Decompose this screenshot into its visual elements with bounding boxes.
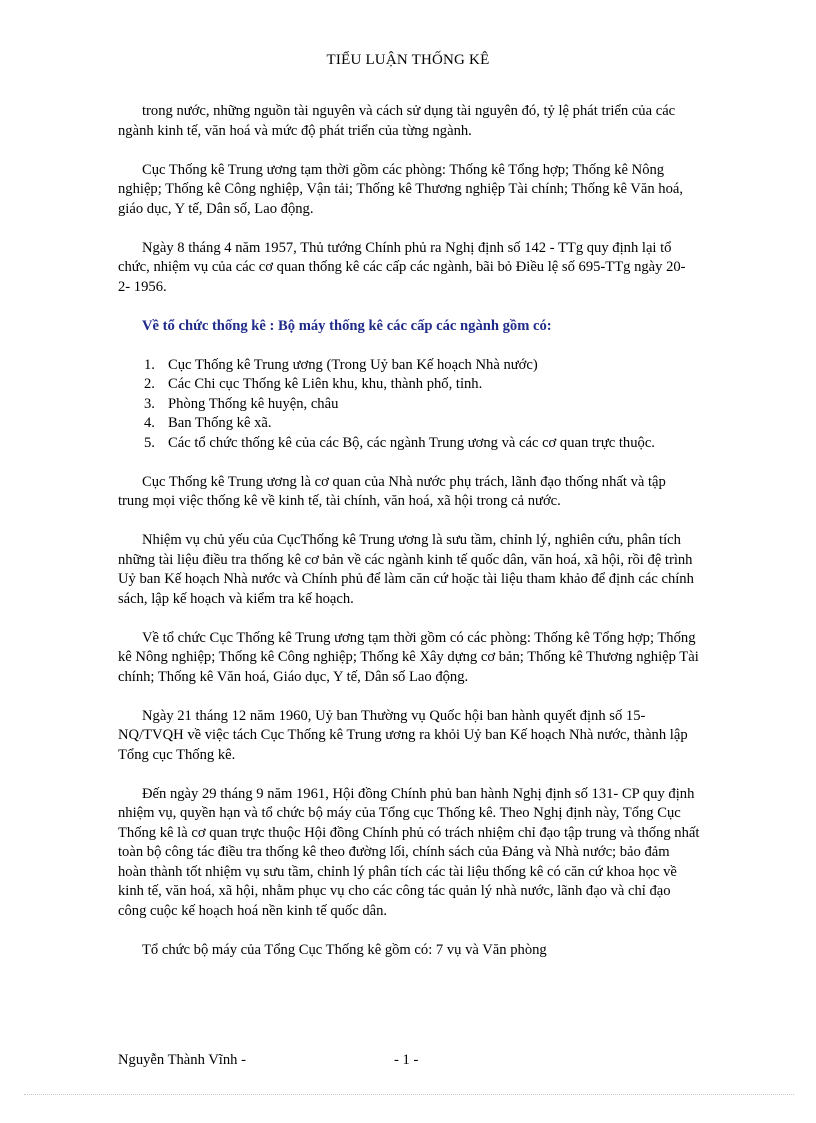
list-item <box>118 434 700 454</box>
list-item-text: Cục Thống kê Trung ương (Trong Uỷ ban Kế hoạch Nhà nước) <box>168 356 538 373</box>
paragraph-2: Cục Thống kê Trung ương tạm thời gồm các phòng: Thống kê Tổng hợp; Thống kê Nông nghiệp; Thống kê Công nghiệp, Vận tải; Thống kê Thương nghiệp Tài chính; Thống kê Văn hoá, giáo dục, Y tế, Dân số, Lao động. <box>118 161 683 217</box>
list-item <box>118 356 700 376</box>
paragraph-8: Đến ngày 29 tháng 9 năm 1961, Hội đồng Chính phủ ban hành Nghị định số 131- CP quy định nhiệm vụ, quyền hạn và tổ chức bộ máy của Tổng cục Thống kê. Theo Nghị định này, Tổng Cục Thống kê là cơ quan trực thuộc Hội đồng Chính phủ có trách nhiệm chỉ đạo tập trung và thống nhất toàn bộ công tác điều tra thống kê theo đường lối, chính sách của Đảng và Nhà nước; bảo đảm hoàn thành tốt nhiệm vụ sưu tầm, chỉnh lý phân tích các tài liệu thống kê có căn cứ khoa học về kinh tế, văn hoá, xã hội, nhằm phục vụ cho các công tác quản lý nhà nước, lãnh đạo và chỉ đạo công cuộc kế hoạch hoá nền kinh tế quốc dân. <box>118 785 700 919</box>
document-body <box>118 102 700 980</box>
numbered-list <box>118 356 700 454</box>
page-header-title: TIỂU LUẬN THỐNG KÊ <box>326 52 490 68</box>
list-item-number: 3. <box>144 395 155 412</box>
page-bottom-divider <box>24 1094 794 1095</box>
list-item-text: Ban Thống kê xã. <box>168 415 272 431</box>
footer-page-number: - 1 - <box>394 1052 419 1068</box>
list-item-number: 4. <box>144 415 155 431</box>
list-item-number: 5. <box>144 434 155 451</box>
list-item-number: 1. <box>144 356 155 373</box>
list-item <box>118 375 700 395</box>
list-item-text: Các tổ chức thống kê của các Bộ, các ngành Trung ương và các cơ quan trực thuộc. <box>168 434 655 451</box>
list-item-text: Các Chi cục Thống kê Liên khu, khu, thành phố, tỉnh. <box>168 376 483 392</box>
list-item <box>118 414 700 434</box>
list-item <box>118 395 700 415</box>
paragraph-9: Tổ chức bộ máy của Tổng Cục Thống kê gồm có: 7 vụ và Văn phòng <box>142 941 547 958</box>
paragraph-7: Ngày 21 tháng 12 năm 1960, Uỷ ban Thường vụ Quốc hội ban hành quyết định số 15-NQ/TVQH về việc tách Cục Thống kê Trung ương ra khỏi Uỷ ban Kế hoạch Nhà nước, thành lập Tổng cục Thống kê. <box>118 707 688 763</box>
section-heading: Về tổ chức thống kê : Bộ máy thống kê các cấp các ngành gồm có: <box>142 317 552 334</box>
paragraph-5: Nhiệm vụ chủ yếu của CụcThống kê Trung ương là sưu tầm, chỉnh lý, nghiên cứu, phân tích những tài liệu điều tra thống kê cơ bản về các ngành kinh tế quốc dân, văn hoá, xã hội, rồi đệ trình Uỷ ban Kế hoạch Nhà nước và Chính phủ để làm căn cứ hoặc tài liệu tham khảo để định các chính sách, lập kế hoạch và kiểm tra kế hoạch. <box>118 532 694 607</box>
paragraph-3: Ngày 8 tháng 4 năm 1957, Thủ tướng Chính phủ ra Nghị định số 142 - TTg quy định lại tổ chức, nhiệm vụ của các cơ quan thống kê các cấp các ngành, bãi bỏ Điều lệ số 695-TTg ngày 20- 2- 1956. <box>118 239 686 295</box>
paragraph-6: Về tổ chức Cục Thống kê Trung ương tạm thời gồm có các phòng: Thống kê Tổng hợp; Thống kê Nông nghiệp; Thống kê Công nghiệp; Thống kê Xây dựng cơ bản; Thống kê Thương nghiệp Tài chính; Thống kê Văn hoá, Giáo dục, Y tế, Dân số Lao động. <box>118 629 699 685</box>
paragraph-4: Cục Thống kê Trung ương là cơ quan của Nhà nước phụ trách, lãnh đạo thống nhất và tập trung mọi việc thống kê về kinh tế, tài chính, văn hoá, xã hội trong cả nước. <box>118 473 666 509</box>
list-item-text: Phòng Thống kê huyện, châu <box>168 395 339 412</box>
list-item-number: 2. <box>144 376 155 392</box>
paragraph-1: trong nước, những nguồn tài nguyên và cách sử dụng tài nguyên đó, tỷ lệ phát triển của các ngành kinh tế, văn hoá và mức độ phát triển của từng ngành. <box>118 103 676 139</box>
footer-author: Nguyễn Thành Vĩnh - <box>118 1052 246 1068</box>
